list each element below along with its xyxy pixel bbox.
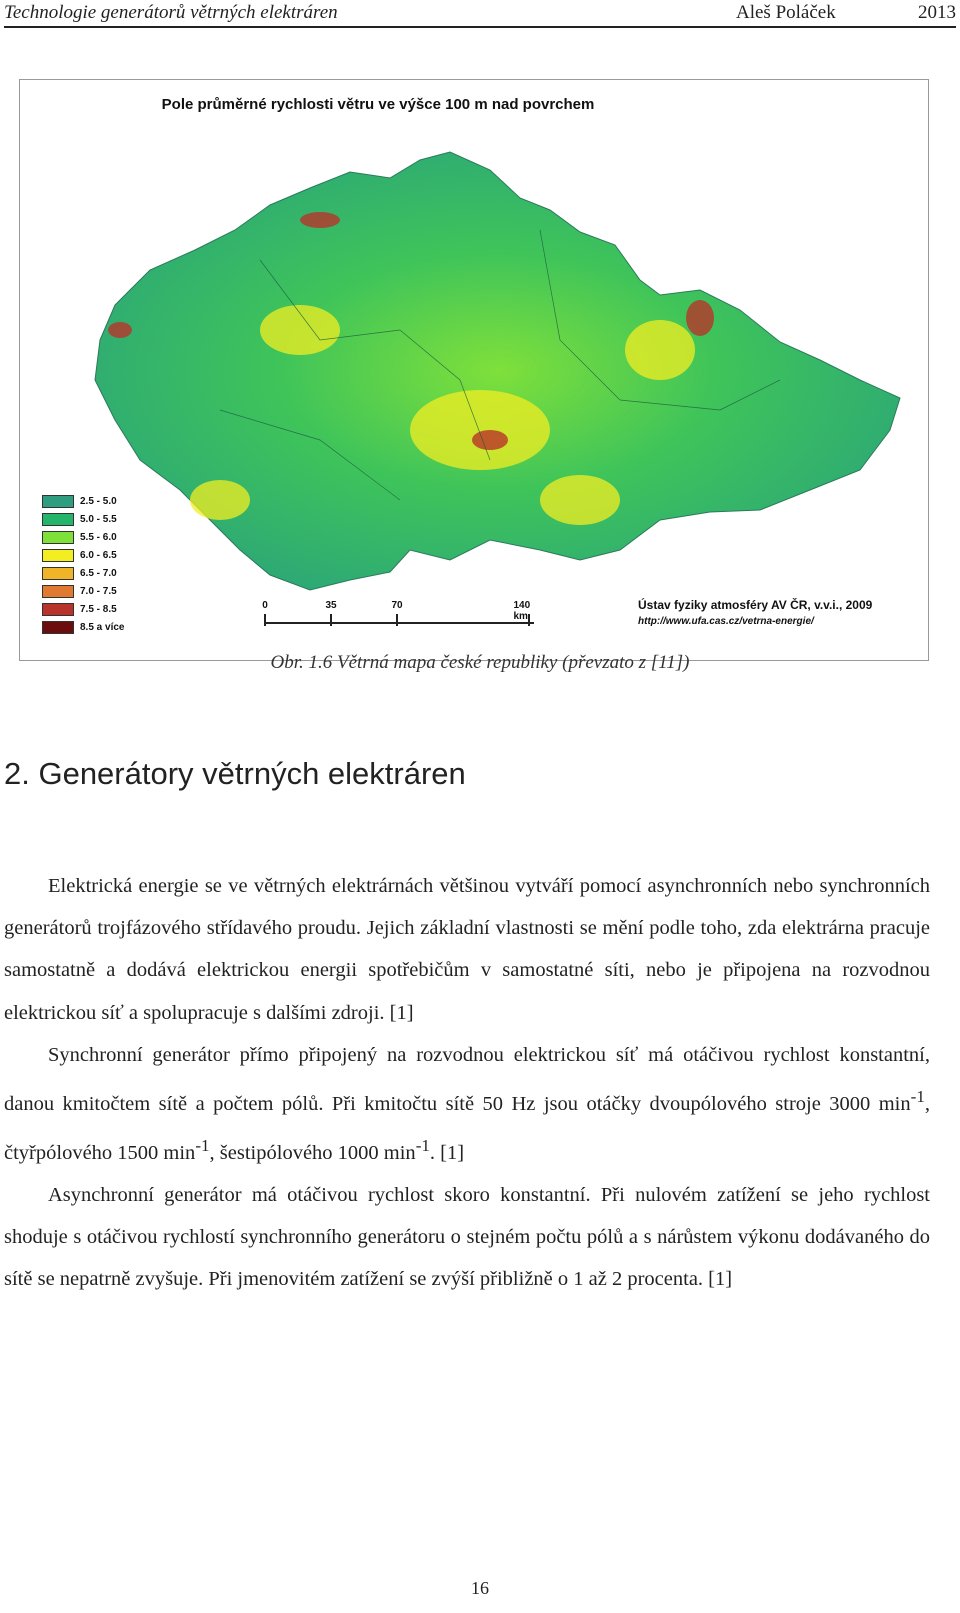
page-header xyxy=(4,2,956,28)
legend-swatch xyxy=(42,603,74,616)
legend-label: 7.0 - 7.5 xyxy=(80,585,117,597)
legend-item xyxy=(42,492,152,510)
legend-label: 6.5 - 7.0 xyxy=(80,567,117,579)
paragraph-text: . [1] xyxy=(429,1141,465,1164)
header-year: 2013 xyxy=(918,2,956,23)
wind-map-figure xyxy=(19,79,929,661)
superscript: -1 xyxy=(195,1136,210,1156)
legend-label: 8.5 a více xyxy=(80,621,125,633)
legend-item xyxy=(42,600,152,618)
legend-item xyxy=(42,546,152,564)
scale-tick-label: 140 km xyxy=(513,600,531,622)
figure-caption: Obr. 1.6 Větrná mapa české republiky (převzato z [11]) xyxy=(270,652,690,673)
map-country-shape xyxy=(95,152,900,590)
legend-label: 2.5 - 5.0 xyxy=(80,495,117,507)
legend-swatch xyxy=(42,513,74,526)
legend-item xyxy=(42,582,152,600)
czech-republic-map xyxy=(20,80,928,660)
body-text xyxy=(4,865,930,1301)
legend-item xyxy=(42,618,152,636)
paragraph-text: , čtyřpólového 1500 min xyxy=(4,1092,930,1164)
map-credit: Ústav fyziky atmosféry AV ČR, v.v.i., 2009 xyxy=(638,598,873,612)
map-title: Pole průměrné rychlosti větru ve výšce 100 m nad povrchem xyxy=(161,96,595,113)
legend-swatch xyxy=(42,585,74,598)
legend-item xyxy=(42,564,152,582)
scale-tick-label: 70 xyxy=(391,600,403,611)
scale-tick-label: 35 xyxy=(325,600,337,611)
superscript: -1 xyxy=(910,1087,925,1107)
legend-swatch xyxy=(42,621,74,634)
map-legend xyxy=(42,492,152,636)
scale-line xyxy=(264,622,534,624)
superscript: -1 xyxy=(415,1136,430,1156)
paragraph: Elektrická energie se ve větrných elektrárnách většinou vytváří pomocí asynchronních nebo synchronních generátorů trojfázového střídavého proudu. Jejich základní vlastnosti se mění podle toho, zda elektrárna pracuje samostatně a dodává elektrickou energii spotřebičům v samostatné síti, nebo je připojena na rozvodnou elektrickou síť a spolupracuje s dalšími zdroji. [1] xyxy=(4,875,930,1024)
scale-tick xyxy=(264,614,266,626)
header-title: Technologie generátorů větrných elektráren xyxy=(4,2,338,23)
legend-item xyxy=(42,528,152,546)
legend-label: 6.0 - 6.5 xyxy=(80,549,117,561)
scale-tick xyxy=(330,614,332,626)
map-credit-url: http://www.ufa.cas.cz/vetrna-energie/ xyxy=(638,616,814,627)
legend-swatch xyxy=(42,495,74,508)
paragraph xyxy=(4,1034,930,1174)
legend-label: 5.0 - 5.5 xyxy=(80,513,117,525)
page-number: 16 xyxy=(471,1578,489,1598)
legend-item xyxy=(42,510,152,528)
legend-swatch xyxy=(42,567,74,580)
scale-tick-label: 0 xyxy=(262,600,268,611)
legend-swatch xyxy=(42,531,74,544)
legend-label: 5.5 - 6.0 xyxy=(80,531,117,543)
section-heading: 2. Generátory větrných elektráren xyxy=(4,756,466,791)
paragraph: Asynchronní generátor má otáčivou rychlost skoro konstantní. Při nulovém zatížení se jeho rychlost shoduje s otáčivou rychlostí synchronního generátoru o stejném počtu pólů a s nárůstem výkonu dodávaného do sítě se nepatrně zvyšuje. Při jmenovitém zatížení se zvýší přibližně o 1 až 2 procenta. [1] xyxy=(4,1184,930,1291)
header-author: Aleš Poláček xyxy=(736,2,836,23)
legend-swatch xyxy=(42,549,74,562)
paragraph-text: , šestipólového 1000 min xyxy=(209,1141,416,1164)
paragraph-text: Synchronní generátor přímo připojený na rozvodnou elektrickou síť má otáčivou rychlost konstantní, danou kmitočtem sítě a počtem pólů. Při kmitočtu sítě 50 Hz jsou otáčky dvoupólového stroje 3000 min xyxy=(4,1043,930,1115)
legend-label: 7.5 - 8.5 xyxy=(80,603,117,615)
scale-tick xyxy=(396,614,398,626)
map-scale-bar xyxy=(260,600,560,640)
